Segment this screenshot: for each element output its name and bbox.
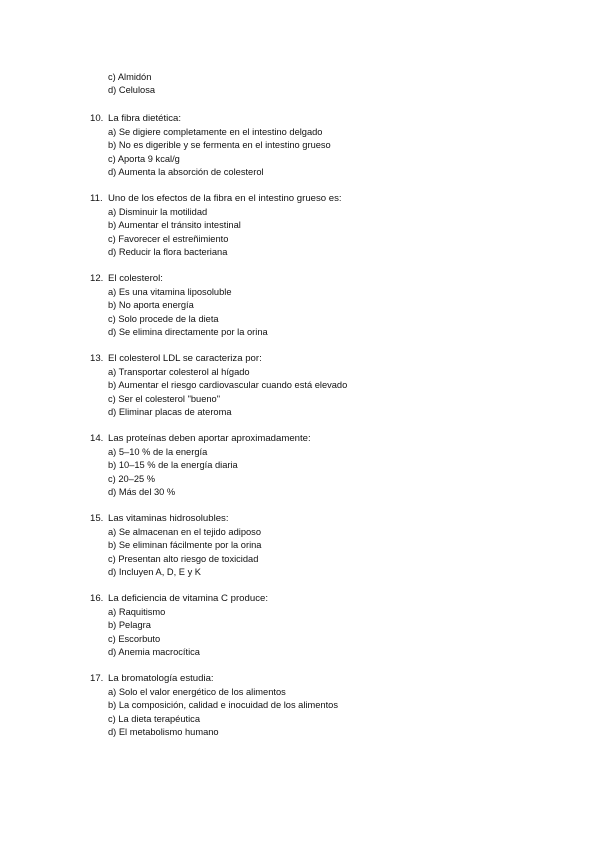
previous-question-options <box>108 71 568 98</box>
option-b: b) Aumentar el tránsito intestinal <box>108 220 241 231</box>
option-c: c) Presentan alto riesgo de toxicidad <box>108 553 259 564</box>
question-text: El colesterol LDL se caracteriza por: <box>108 353 262 364</box>
option-d: d) Anemia macrocítica <box>108 646 200 657</box>
option-c: c) Solo procede de la dieta <box>108 313 219 324</box>
question-11 <box>90 191 580 259</box>
question-17 <box>90 671 580 739</box>
question-stem <box>90 111 580 126</box>
option-c: c) Favorecer el estreñimiento <box>108 233 229 244</box>
option-b: b) Aumentar el riesgo cardiovascular cuando está elevado <box>108 380 348 391</box>
option-b: b) No aporta energía <box>108 300 194 311</box>
option-d: d) Celulosa <box>108 85 156 96</box>
question-number: 17. <box>90 673 104 684</box>
option-b: b) La composición, calidad e inocuidad de los alimentos <box>108 700 338 711</box>
question-stem <box>90 271 580 286</box>
option-c: c) Almidón <box>108 72 152 82</box>
options-list <box>90 206 580 259</box>
option-b: b) Se eliminan fácilmente por la orina <box>108 540 262 551</box>
option-a: a) 5–10 % de la energía <box>108 447 208 457</box>
question-16 <box>90 591 580 659</box>
option-a: a) Transportar colesterol al hígado <box>108 367 250 377</box>
question-text: La fibra dietética: <box>108 113 182 124</box>
option-c: c) 20–25 % <box>108 473 156 484</box>
options-list <box>90 366 580 419</box>
options-list <box>90 446 580 499</box>
option-b: b) 10–15 % de la energía diaria <box>108 460 238 471</box>
question-text: Las proteínas deben aportar aproximadamente: <box>108 433 311 444</box>
option-d: d) Reducir la flora bacteriana <box>108 246 228 257</box>
option-d: d) Aumenta la absorción de colesterol <box>108 166 264 177</box>
question-text: Uno de los efectos de la fibra en el intestino grueso es: <box>108 193 342 204</box>
question-number: 14. <box>90 433 104 444</box>
question-stem <box>90 431 580 446</box>
option-c: c) Aporta 9 kcal/g <box>108 153 180 164</box>
option-a: a) Se digiere completamente en el intestino delgado <box>108 127 323 137</box>
option-d: d) El metabolismo humano <box>108 726 219 737</box>
options-list <box>90 526 580 579</box>
option-a: a) Disminuir la motilidad <box>108 207 208 217</box>
option-d: d) Eliminar placas de ateroma <box>108 406 232 417</box>
question-text: La bromatología estudia: <box>108 673 214 684</box>
question-stem <box>90 671 580 686</box>
question-number: 13. <box>90 353 104 364</box>
question-text: El colesterol: <box>108 273 163 284</box>
question-stem <box>90 591 580 606</box>
question-15 <box>90 511 580 579</box>
question-10 <box>90 111 580 179</box>
options-list <box>90 126 580 179</box>
option-c: c) Ser el colesterol "bueno" <box>108 393 221 404</box>
option-c: c) Escorbuto <box>108 633 161 644</box>
question-number: 16. <box>90 593 104 604</box>
question-stem <box>90 191 580 206</box>
option-b: b) Pelagra <box>108 620 151 631</box>
options-list <box>90 686 580 739</box>
option-b: b) No es digerible y se fermenta en el intestino grueso <box>108 140 331 151</box>
question-number: 10. <box>90 113 104 124</box>
question-text: Las vitaminas hidrosolubles: <box>108 513 229 524</box>
option-a: a) Es una vitamina liposoluble <box>108 287 232 297</box>
question-stem <box>90 511 580 526</box>
question-13 <box>90 351 580 419</box>
option-a: a) Solo el valor energético de los alimentos <box>108 687 286 697</box>
question-number: 12. <box>90 273 104 284</box>
options-list <box>90 286 580 339</box>
option-a: a) Raquitismo <box>108 607 166 617</box>
options-list <box>90 606 580 659</box>
question-number: 11. <box>90 193 103 204</box>
question-number: 15. <box>90 513 104 524</box>
option-a: a) Se almacenan en el tejido adiposo <box>108 527 261 537</box>
question-12 <box>90 271 580 339</box>
question-14 <box>90 431 580 499</box>
option-c: c) La dieta terapéutica <box>108 713 200 724</box>
question-text: La deficiencia de vitamina C produce: <box>108 593 268 604</box>
option-d: d) Se elimina directamente por la orina <box>108 326 268 337</box>
option-d: d) Incluyen A, D, E y K <box>108 566 202 577</box>
options-list <box>108 71 568 98</box>
option-d: d) Más del 30 % <box>108 486 176 497</box>
question-stem <box>90 351 580 366</box>
